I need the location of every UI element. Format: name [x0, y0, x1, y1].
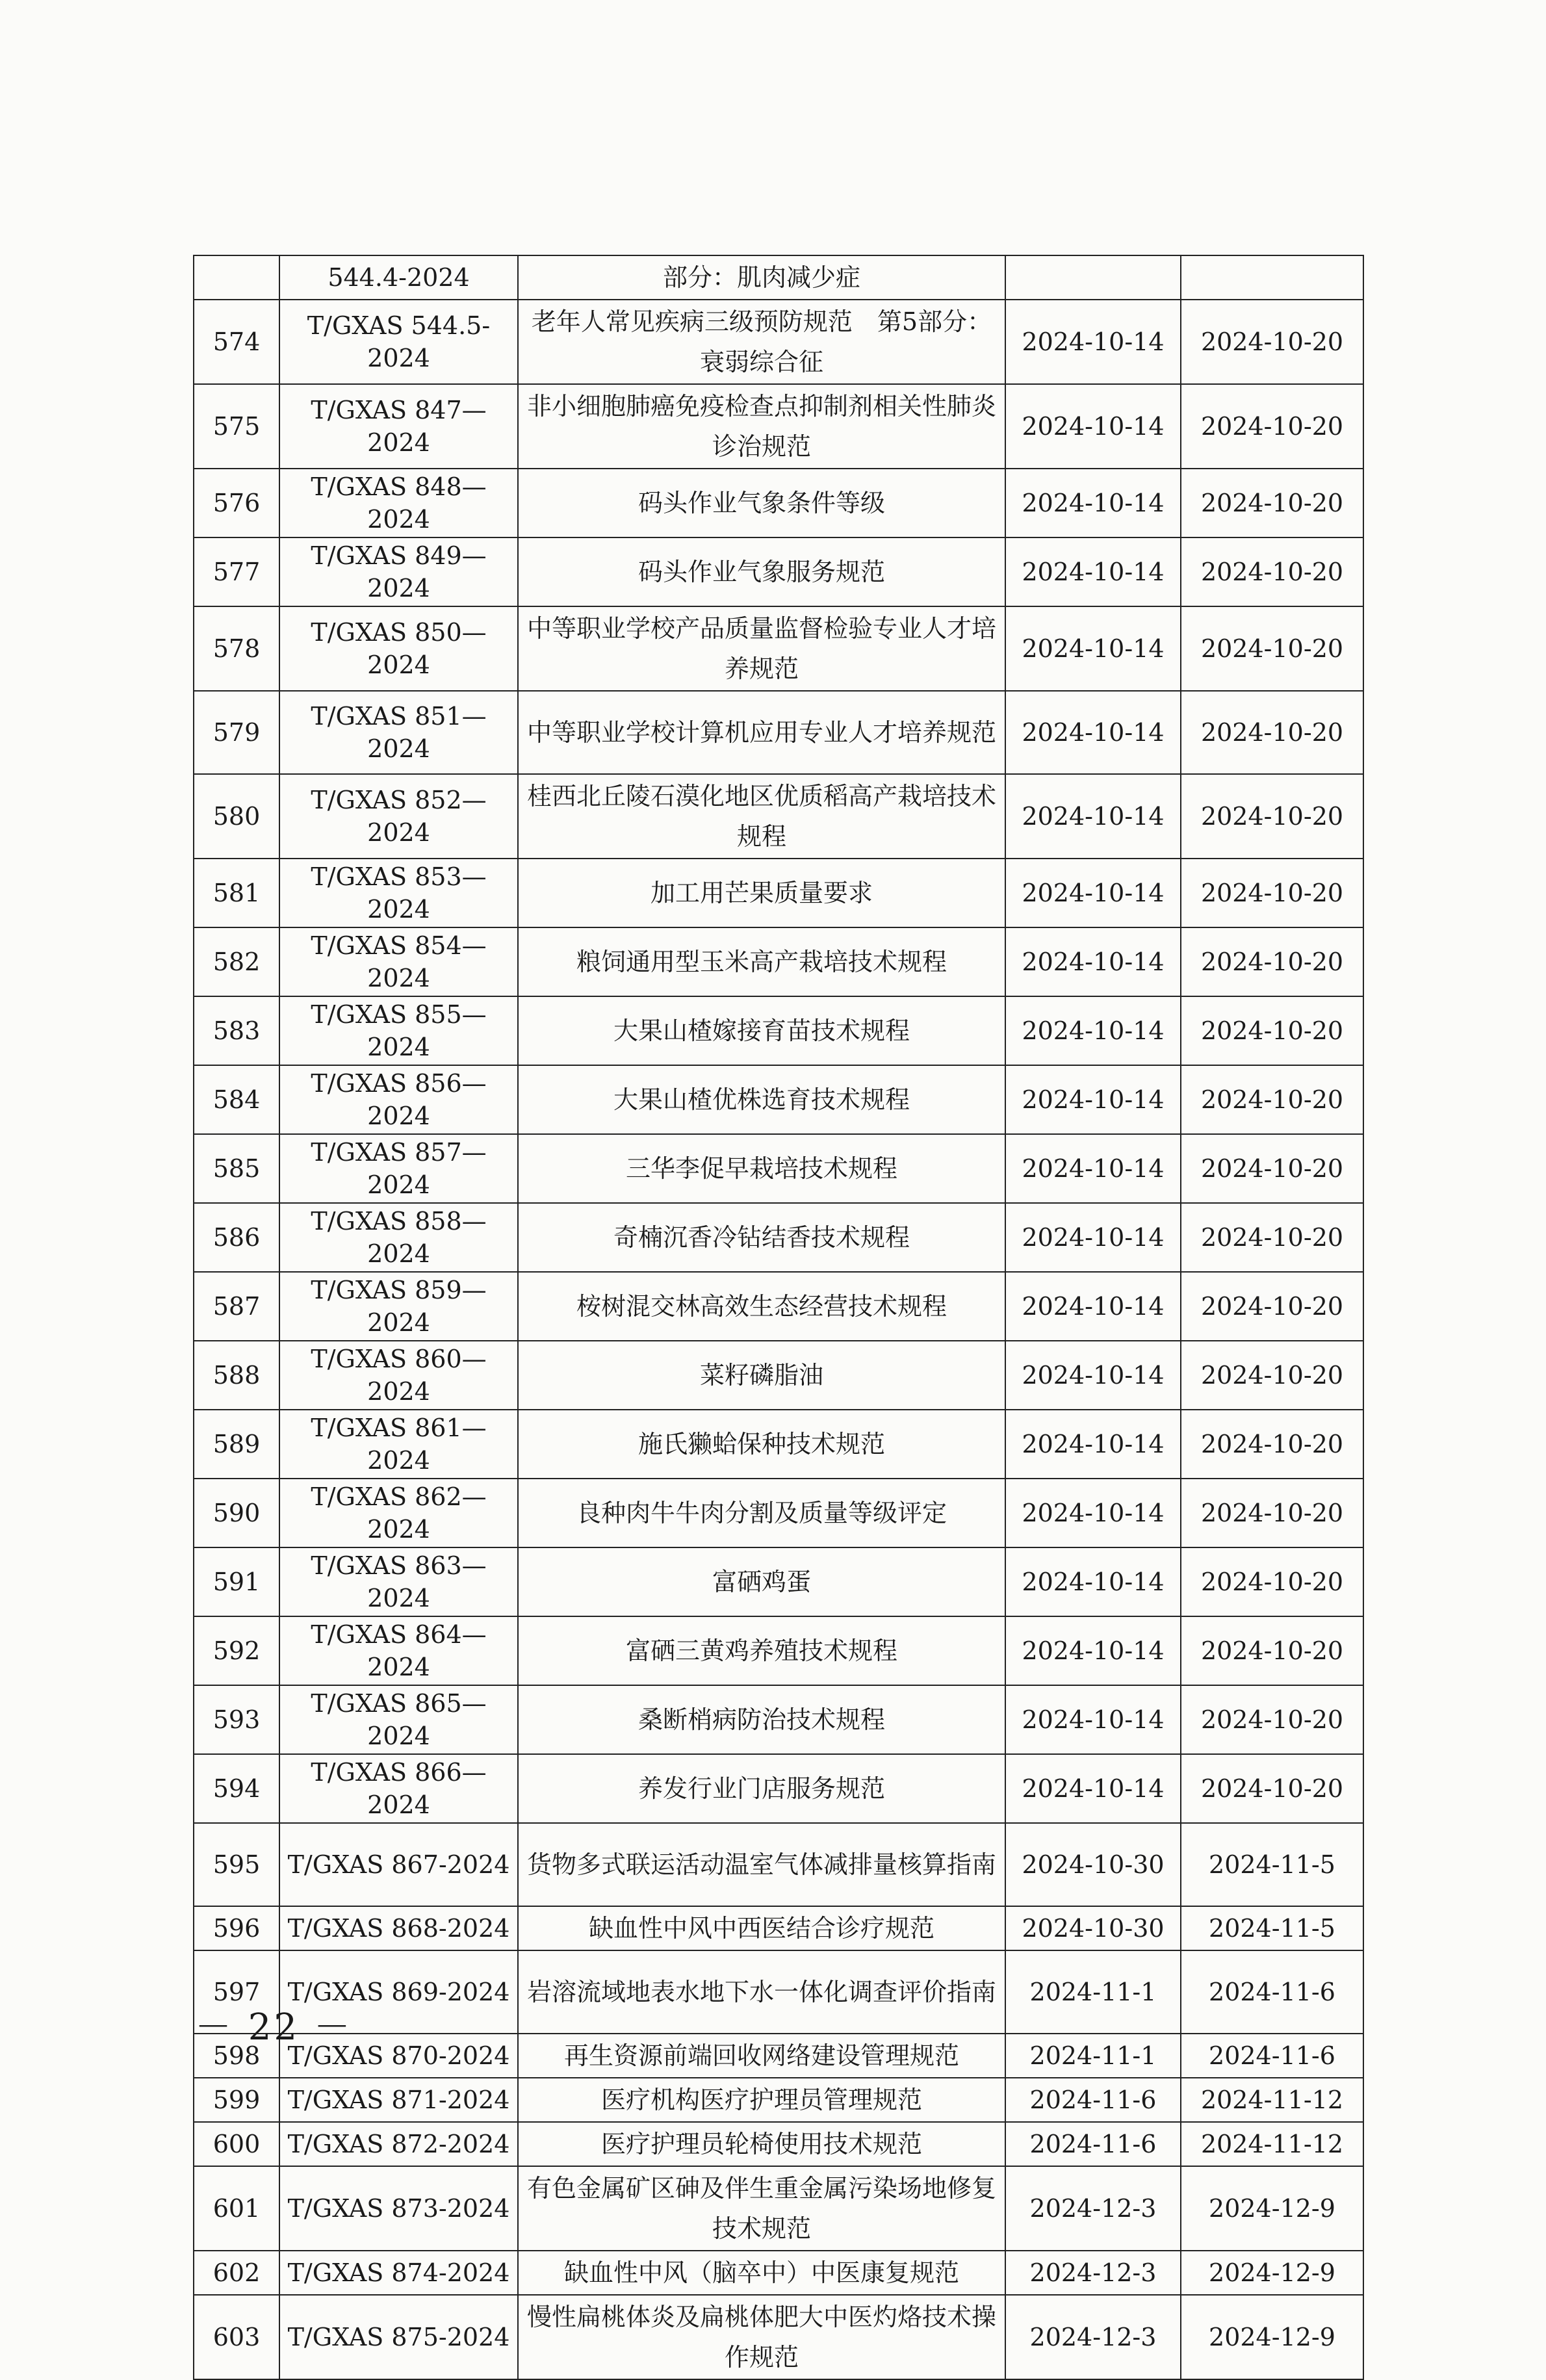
- cell-standard-code: T/GXAS 854—2024: [279, 927, 518, 996]
- table-row: [194, 1479, 1363, 1547]
- cell-issue-date: 2024-10-14: [1005, 1754, 1181, 1823]
- table-row: [194, 2166, 1363, 2251]
- table-row: [194, 1203, 1363, 1272]
- cell-standard-code: T/GXAS 859—2024: [279, 1272, 518, 1341]
- cell-implementation-date: 2024-10-20: [1181, 1479, 1363, 1547]
- cell-number: 583: [194, 996, 279, 1065]
- cell-issue-date: 2024-10-14: [1005, 1410, 1181, 1479]
- cell-number: 578: [194, 606, 279, 691]
- cell-implementation-date: 2024-10-20: [1181, 1272, 1363, 1341]
- table-row: [194, 1547, 1363, 1616]
- cell-standard-code: 544.4-2024: [279, 255, 518, 300]
- cell-standard-code: T/GXAS 875-2024: [279, 2295, 518, 2379]
- cell-standard-code: T/GXAS 849—2024: [279, 537, 518, 606]
- cell-standard-code: T/GXAS 866—2024: [279, 1754, 518, 1823]
- table-row: [194, 1950, 1363, 2034]
- cell-implementation-date: 2024-10-20: [1181, 1685, 1363, 1754]
- cell-standard-name: 富硒三黄鸡养殖技术规程: [518, 1616, 1005, 1685]
- cell-implementation-date: 2024-10-20: [1181, 859, 1363, 927]
- table-row: [194, 469, 1363, 537]
- cell-number: 576: [194, 469, 279, 537]
- table-row: [194, 1065, 1363, 1134]
- cell-number: 588: [194, 1341, 279, 1410]
- table-row: [194, 2295, 1363, 2379]
- cell-number: 577: [194, 537, 279, 606]
- table-row: [194, 2034, 1363, 2078]
- cell-issue-date: 2024-10-14: [1005, 1616, 1181, 1685]
- cell-issue-date: 2024-10-30: [1005, 1823, 1181, 1906]
- cell-number: 597: [194, 1950, 279, 2034]
- cell-standard-name: 医疗机构医疗护理员管理规范: [518, 2078, 1005, 2122]
- cell-standard-name: 慢性扁桃体炎及扁桃体肥大中医灼烙技术操作规范: [518, 2295, 1005, 2379]
- cell-number: 599: [194, 2078, 279, 2122]
- cell-number: 595: [194, 1823, 279, 1906]
- table-row: [194, 2251, 1363, 2295]
- cell-implementation-date: 2024-10-20: [1181, 1754, 1363, 1823]
- cell-implementation-date: 2024-11-6: [1181, 2034, 1363, 2078]
- cell-number: 594: [194, 1754, 279, 1823]
- cell-standard-code: T/GXAS 864—2024: [279, 1616, 518, 1685]
- cell-standard-name: 缺血性中风中西医结合诊疗规范: [518, 1906, 1005, 1950]
- table-row: [194, 1754, 1363, 1823]
- cell-number: 591: [194, 1547, 279, 1616]
- cell-implementation-date: 2024-11-12: [1181, 2122, 1363, 2166]
- cell-standard-code: T/GXAS 544.5-2024: [279, 300, 518, 384]
- table-row: [194, 1272, 1363, 1341]
- cell-standard-code: T/GXAS 858—2024: [279, 1203, 518, 1272]
- cell-implementation-date: 2024-10-20: [1181, 537, 1363, 606]
- cell-standard-name: 缺血性中风（脑卒中）中医康复规范: [518, 2251, 1005, 2295]
- cell-standard-name: 岩溶流域地表水地下水一体化调查评价指南: [518, 1950, 1005, 2034]
- cell-issue-date: 2024-10-14: [1005, 1341, 1181, 1410]
- cell-number: 579: [194, 691, 279, 774]
- cell-number: 587: [194, 1272, 279, 1341]
- cell-standard-name: 大果山楂嫁接育苗技术规程: [518, 996, 1005, 1065]
- cell-issue-date: 2024-11-6: [1005, 2078, 1181, 2122]
- cell-implementation-date: 2024-12-9: [1181, 2295, 1363, 2379]
- cell-standard-code: T/GXAS 848—2024: [279, 469, 518, 537]
- cell-issue-date: 2024-10-30: [1005, 1906, 1181, 1950]
- cell-standard-name: 老年人常见疾病三级预防规范 第5部分：衰弱综合征: [518, 300, 1005, 384]
- table-row: [194, 1685, 1363, 1754]
- cell-standard-code: T/GXAS 874-2024: [279, 2251, 518, 2295]
- standards-table-body: [194, 255, 1363, 2379]
- cell-standard-code: T/GXAS 865—2024: [279, 1685, 518, 1754]
- table-row: [194, 1906, 1363, 1950]
- cell-implementation-date: 2024-10-20: [1181, 469, 1363, 537]
- cell-standard-code: T/GXAS 853—2024: [279, 859, 518, 927]
- cell-number: 602: [194, 2251, 279, 2295]
- cell-implementation-date: 2024-11-5: [1181, 1906, 1363, 1950]
- table-row: [194, 1341, 1363, 1410]
- cell-issue-date: 2024-10-14: [1005, 1065, 1181, 1134]
- cell-standard-code: T/GXAS 868-2024: [279, 1906, 518, 1950]
- cell-issue-date: 2024-10-14: [1005, 384, 1181, 469]
- cell-number: 601: [194, 2166, 279, 2251]
- cell-implementation-date: 2024-10-20: [1181, 774, 1363, 859]
- table-row: [194, 606, 1363, 691]
- cell-number: 596: [194, 1906, 279, 1950]
- table-row: [194, 1823, 1363, 1906]
- cell-issue-date: 2024-11-1: [1005, 1950, 1181, 2034]
- table-row: [194, 927, 1363, 996]
- cell-implementation-date: 2024-11-6: [1181, 1950, 1363, 2034]
- cell-number: 575: [194, 384, 279, 469]
- table-row: [194, 384, 1363, 469]
- cell-standard-name: 货物多式联运活动温室气体减排量核算指南: [518, 1823, 1005, 1906]
- cell-standard-code: T/GXAS 850—2024: [279, 606, 518, 691]
- cell-number: 586: [194, 1203, 279, 1272]
- cell-standard-name: 大果山楂优株选育技术规程: [518, 1065, 1005, 1134]
- cell-implementation-date: 2024-10-20: [1181, 927, 1363, 996]
- cell-issue-date: 2024-10-14: [1005, 1547, 1181, 1616]
- table-row: [194, 537, 1363, 606]
- cell-number: [194, 255, 279, 300]
- cell-number: 581: [194, 859, 279, 927]
- cell-issue-date: 2024-10-14: [1005, 927, 1181, 996]
- cell-standard-name: 桂西北丘陵石漠化地区优质稻高产栽培技术规程: [518, 774, 1005, 859]
- cell-number: 593: [194, 1685, 279, 1754]
- cell-issue-date: [1005, 255, 1181, 300]
- cell-implementation-date: 2024-11-12: [1181, 2078, 1363, 2122]
- cell-standard-code: T/GXAS 873-2024: [279, 2166, 518, 2251]
- cell-issue-date: 2024-10-14: [1005, 859, 1181, 927]
- cell-implementation-date: 2024-12-9: [1181, 2251, 1363, 2295]
- cell-issue-date: 2024-10-14: [1005, 774, 1181, 859]
- cell-standard-code: T/GXAS 857—2024: [279, 1134, 518, 1203]
- cell-number: 590: [194, 1479, 279, 1547]
- cell-standard-code: T/GXAS 861—2024: [279, 1410, 518, 1479]
- table-row: [194, 2122, 1363, 2166]
- cell-standard-name: 非小细胞肺癌免疫检查点抑制剂相关性肺炎诊治规范: [518, 384, 1005, 469]
- page-number: － 22 －: [195, 2006, 353, 2049]
- cell-number: 584: [194, 1065, 279, 1134]
- cell-implementation-date: 2024-10-20: [1181, 996, 1363, 1065]
- cell-standard-name: 良种肉牛牛肉分割及质量等级评定: [518, 1479, 1005, 1547]
- cell-standard-code: T/GXAS 872-2024: [279, 2122, 518, 2166]
- cell-issue-date: 2024-11-1: [1005, 2034, 1181, 2078]
- cell-standard-name: 部分：肌肉减少症: [518, 255, 1005, 300]
- cell-implementation-date: 2024-10-20: [1181, 1203, 1363, 1272]
- cell-standard-name: 中等职业学校计算机应用专业人才培养规范: [518, 691, 1005, 774]
- cell-implementation-date: 2024-10-20: [1181, 384, 1363, 469]
- cell-standard-code: T/GXAS 870-2024: [279, 2034, 518, 2078]
- table-row: [194, 1134, 1363, 1203]
- table-row: [194, 996, 1363, 1065]
- cell-implementation-date: 2024-10-20: [1181, 1134, 1363, 1203]
- cell-issue-date: 2024-10-14: [1005, 469, 1181, 537]
- cell-standard-name: 码头作业气象条件等级: [518, 469, 1005, 537]
- cell-standard-name: 桉树混交林高效生态经营技术规程: [518, 1272, 1005, 1341]
- cell-number: 582: [194, 927, 279, 996]
- table-row: [194, 255, 1363, 300]
- cell-issue-date: 2024-12-3: [1005, 2251, 1181, 2295]
- cell-implementation-date: 2024-11-5: [1181, 1823, 1363, 1906]
- cell-implementation-date: 2024-10-20: [1181, 606, 1363, 691]
- cell-standard-name: 粮饲通用型玉米高产栽培技术规程: [518, 927, 1005, 996]
- cell-issue-date: 2024-12-3: [1005, 2166, 1181, 2251]
- cell-standard-code: T/GXAS 852—2024: [279, 774, 518, 859]
- cell-standard-code: T/GXAS 855—2024: [279, 996, 518, 1065]
- cell-standard-name: 中等职业学校产品质量监督检验专业人才培养规范: [518, 606, 1005, 691]
- cell-issue-date: 2024-10-14: [1005, 1203, 1181, 1272]
- cell-standard-name: 菜籽磷脂油: [518, 1341, 1005, 1410]
- cell-standard-name: 码头作业气象服务规范: [518, 537, 1005, 606]
- cell-implementation-date: 2024-10-20: [1181, 1341, 1363, 1410]
- cell-implementation-date: 2024-10-20: [1181, 1616, 1363, 1685]
- cell-standard-name: 奇楠沉香冷钻结香技术规程: [518, 1203, 1005, 1272]
- cell-number: 574: [194, 300, 279, 384]
- cell-standard-code: T/GXAS 869-2024: [279, 1950, 518, 2034]
- cell-issue-date: 2024-12-3: [1005, 2295, 1181, 2379]
- cell-standard-name: 有色金属矿区砷及伴生重金属污染场地修复技术规范: [518, 2166, 1005, 2251]
- cell-standard-code: T/GXAS 856—2024: [279, 1065, 518, 1134]
- cell-implementation-date: 2024-10-20: [1181, 691, 1363, 774]
- table-row: [194, 1616, 1363, 1685]
- cell-standard-name: 医疗护理员轮椅使用技术规范: [518, 2122, 1005, 2166]
- cell-standard-code: T/GXAS 860—2024: [279, 1341, 518, 1410]
- cell-implementation-date: 2024-10-20: [1181, 300, 1363, 384]
- cell-standard-code: T/GXAS 862—2024: [279, 1479, 518, 1547]
- cell-number: 580: [194, 774, 279, 859]
- cell-standard-name: 养发行业门店服务规范: [518, 1754, 1005, 1823]
- cell-number: 603: [194, 2295, 279, 2379]
- cell-issue-date: 2024-10-14: [1005, 300, 1181, 384]
- cell-standard-name: 三华李促早栽培技术规程: [518, 1134, 1005, 1203]
- cell-issue-date: 2024-10-14: [1005, 1479, 1181, 1547]
- cell-issue-date: 2024-11-6: [1005, 2122, 1181, 2166]
- table-row: [194, 2078, 1363, 2122]
- cell-issue-date: 2024-10-14: [1005, 1134, 1181, 1203]
- table-row: [194, 691, 1363, 774]
- cell-standard-name: 加工用芒果质量要求: [518, 859, 1005, 927]
- cell-implementation-date: 2024-10-20: [1181, 1547, 1363, 1616]
- cell-standard-name: 施氏獭蛤保种技术规范: [518, 1410, 1005, 1479]
- cell-standard-name: 桑断梢病防治技术规程: [518, 1685, 1005, 1754]
- cell-standard-code: T/GXAS 851—2024: [279, 691, 518, 774]
- table-row: [194, 1410, 1363, 1479]
- cell-implementation-date: 2024-10-20: [1181, 1410, 1363, 1479]
- table-row: [194, 300, 1363, 384]
- cell-number: 592: [194, 1616, 279, 1685]
- cell-standard-name: 再生资源前端回收网络建设管理规范: [518, 2034, 1005, 2078]
- cell-issue-date: 2024-10-14: [1005, 537, 1181, 606]
- cell-issue-date: 2024-10-14: [1005, 691, 1181, 774]
- cell-standard-code: T/GXAS 847—2024: [279, 384, 518, 469]
- cell-standard-name: 富硒鸡蛋: [518, 1547, 1005, 1616]
- cell-number: 589: [194, 1410, 279, 1479]
- cell-implementation-date: 2024-10-20: [1181, 1065, 1363, 1134]
- cell-issue-date: 2024-10-14: [1005, 996, 1181, 1065]
- cell-number: 585: [194, 1134, 279, 1203]
- cell-number: 600: [194, 2122, 279, 2166]
- table-row: [194, 859, 1363, 927]
- cell-standard-code: T/GXAS 863—2024: [279, 1547, 518, 1616]
- standards-table: [193, 255, 1364, 2380]
- cell-implementation-date: [1181, 255, 1363, 300]
- cell-standard-code: T/GXAS 867-2024: [279, 1823, 518, 1906]
- cell-implementation-date: 2024-12-9: [1181, 2166, 1363, 2251]
- cell-standard-code: T/GXAS 871-2024: [279, 2078, 518, 2122]
- cell-issue-date: 2024-10-14: [1005, 1685, 1181, 1754]
- cell-issue-date: 2024-10-14: [1005, 1272, 1181, 1341]
- cell-number: 598: [194, 2034, 279, 2078]
- table-row: [194, 774, 1363, 859]
- cell-issue-date: 2024-10-14: [1005, 606, 1181, 691]
